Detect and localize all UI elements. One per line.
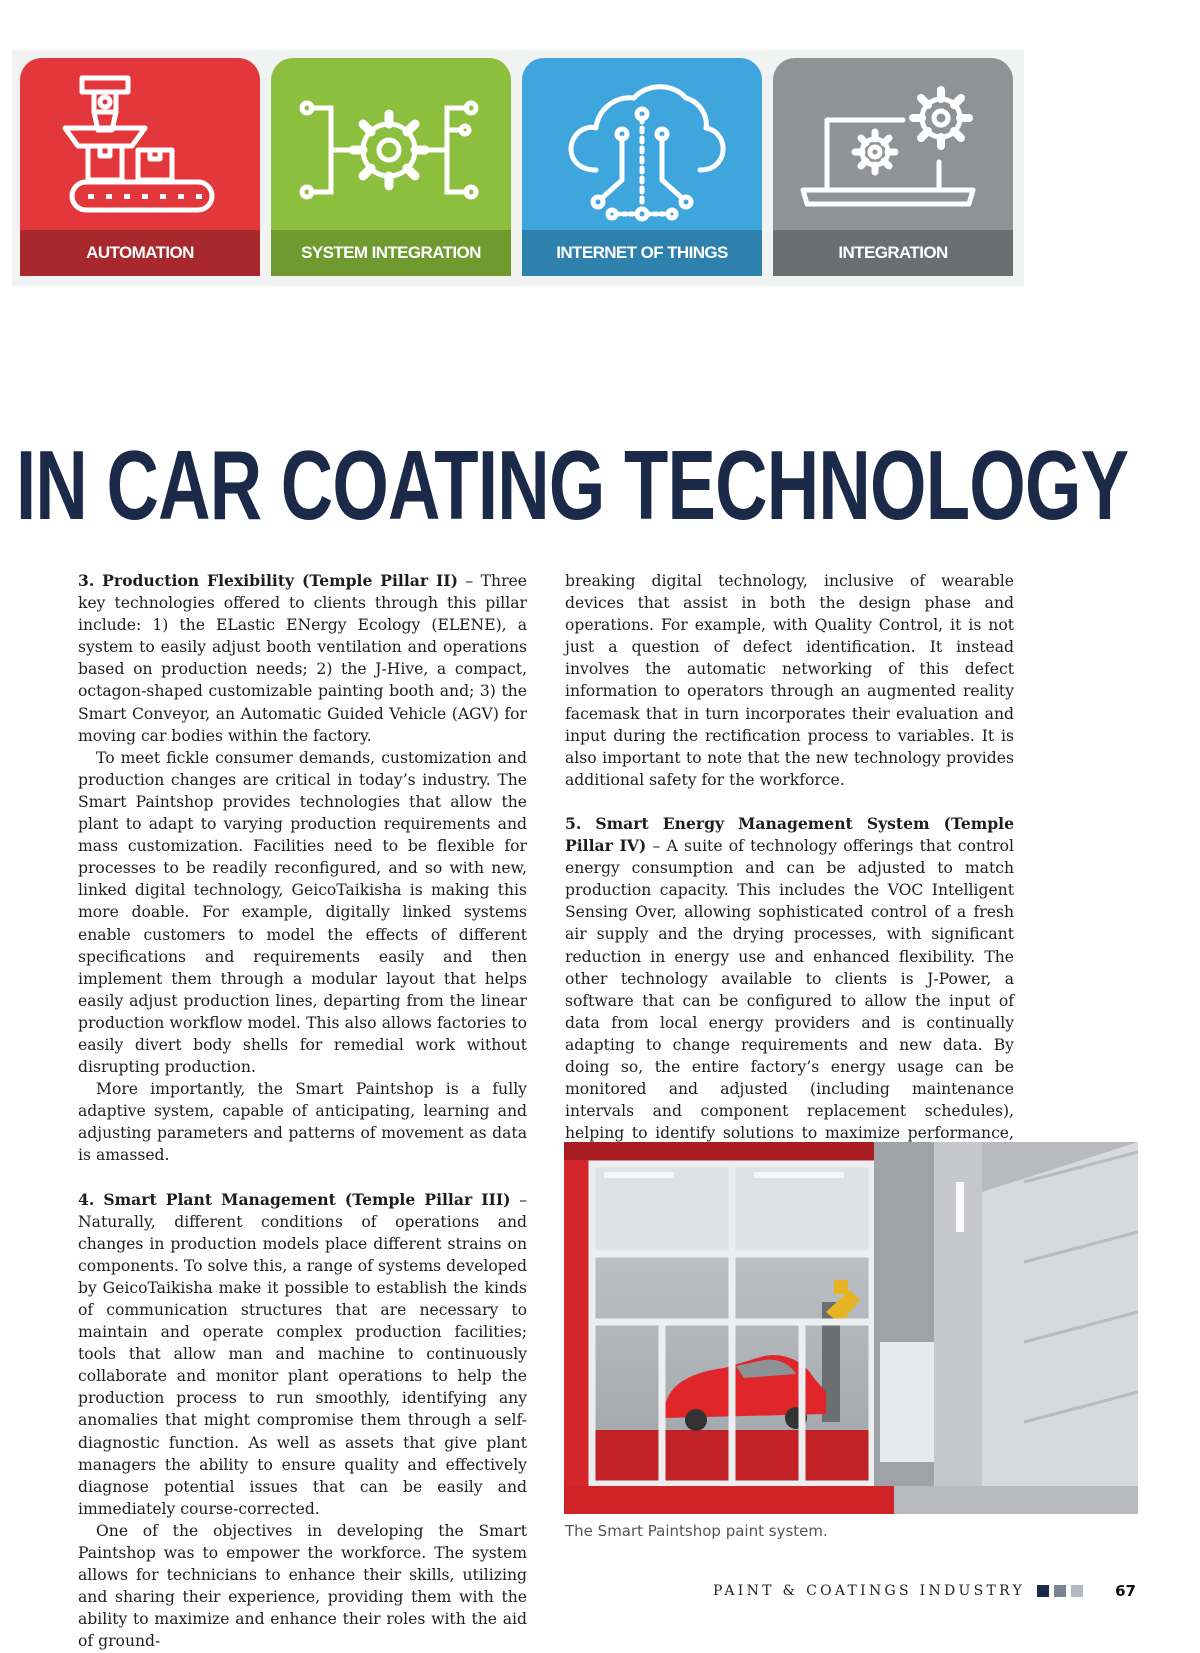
page-footer [700, 1581, 1136, 1601]
paragraph: To meet fickle consumer demands, customization and production changes are critical in today’s industry. The Smart Paintshop provides technologies that allow the plant to adapt to varying production requirements and mass customization. Facilities need to be flexible for processes to be readily reconfigured, and so with new, linked digital technology, GeicoTaikisha is making this more doable. For example, digitally linked systems enable customers to model the effects of different specifications and requirements easily and then implement them through a modular layout that helps easily adjust production lines, departing from the linear production workflow model. This also allows factories to easily divert body shells for remedial work without disrupting production. [78, 748, 527, 1077]
section-4-paragraph [78, 1189, 527, 1520]
section-3-heading: 3. Production Flexibility (Temple Pillar II) [78, 571, 458, 590]
publication-name: PAINT & COATINGS INDUSTRY [712, 1583, 1026, 1599]
page-number: 67 [1115, 1582, 1136, 1600]
paintshop-photo [564, 1142, 1138, 1514]
section-5-heading: 5. Smart Energy Management System (Temple Pillar IV) [565, 813, 1014, 856]
paragraph: breaking digital technology, inclusive of wearable devices that assist in both the design phase and operations. For example, with Quality Control, it is not just a question of defect identification. It instead involves the automatic networking of this defect information to operators through an augmented reality facemask that in turn incorporates their evaluation and input during the rectification process to variables. It is also important to note that the new technology provides additional safety for the workforce. [565, 572, 1014, 789]
tile-label-automation: AUTOMATION [20, 230, 260, 276]
footer-square-icon [1054, 1585, 1066, 1597]
gear-circuit-icon [271, 58, 511, 230]
section-4-heading: 4. Smart Plant Management (Temple Pillar III) [78, 1189, 511, 1209]
section-5-text: – A suite of technology offerings that control energy consumption and can be adjusted to match production capacity. This includes the VOC Intelligent Sensing Over, allowing sophisticated control of a fresh air supply and the drying processes, with significant reduction in energy use and enhanced flexibility. The other technology available to clients is J-Power, a software that can be configured to allow the input of data from local energy providers and is continually adapting to change requirements and new data. By doing so, the entire factory’s energy usage can be monitored and adjusted (including maintenance intervals and component replacement schedules), helping to identify solutions to maximize performance, [565, 837, 1014, 1143]
category-tiles [12, 50, 1024, 286]
footer-square-icon [1037, 1585, 1049, 1597]
laptop-gears-icon [773, 58, 1013, 230]
footer-square-icon [1071, 1585, 1083, 1597]
tile-label-internet-of-things: INTERNET OF THINGS [522, 230, 762, 276]
headline: IN CAR COATING TECHNOLOGY [16, 430, 1129, 540]
cloud-network-icon [522, 58, 762, 230]
photo-caption: The Smart Paintshop paint system. [565, 1522, 828, 1540]
section-4-text: – Naturally, different conditions of operations and changes in production models place different strains on components. To solve this, a range of systems developed by GeicoTaikisha make it possible to establish the kinds of communication structures that are necessary to maintain and operate complex production facilities; tools that allow man and machine to continuously collaborate and monitor plant operations to help the production process to run smoothly, identifying any anomalies that might compromise them through a self-diagnostic function. As well as assets that give plant managers the ability to ensure quality and effectively diagnose potential issues that can be easily and immediately course-corrected. [78, 1190, 527, 1518]
tile-automation [20, 58, 260, 276]
section-3-text: – Three key technologies offered to clients through this pillar include: 1) the ELastic ENergy Ecology (ELENE), a system to easily adjust booth ventilation and operations based on production needs; 2) the J-Hive, a compact, octagon-shaped customizable painting booth and; 3) the Smart Conveyor, an Automatic Guided Vehicle (AGV) for moving car bodies within the factory. [78, 572, 527, 745]
paragraph: One of the objectives in developing the Smart Paintshop was to empower the workforce. The system allows for technicians to enhance their skills, utilizing and sharing their experience, providing them with the ability to maximize and enhance their roles with the aid of ground- [78, 1521, 527, 1651]
tile-system-integration [271, 58, 511, 276]
tile-internet-of-things [522, 58, 762, 276]
conveyor-robot-icon [20, 58, 260, 230]
tile-integration [773, 58, 1013, 276]
article-right-column [565, 570, 1014, 1166]
article-left-column [78, 570, 527, 1653]
tile-label-integration: INTEGRATION [773, 230, 1013, 276]
section-5-paragraph [565, 813, 1014, 1167]
section-3-paragraph [78, 570, 527, 747]
paragraph: More importantly, the Smart Paintshop is a fully adaptive system, capable of anticipating, learning and adjusting parameters and patterns of movement as data is amassed. [78, 1080, 527, 1165]
paintshop-illustration [564, 1142, 1138, 1514]
tile-label-system-integration: SYSTEM INTEGRATION [271, 230, 511, 276]
